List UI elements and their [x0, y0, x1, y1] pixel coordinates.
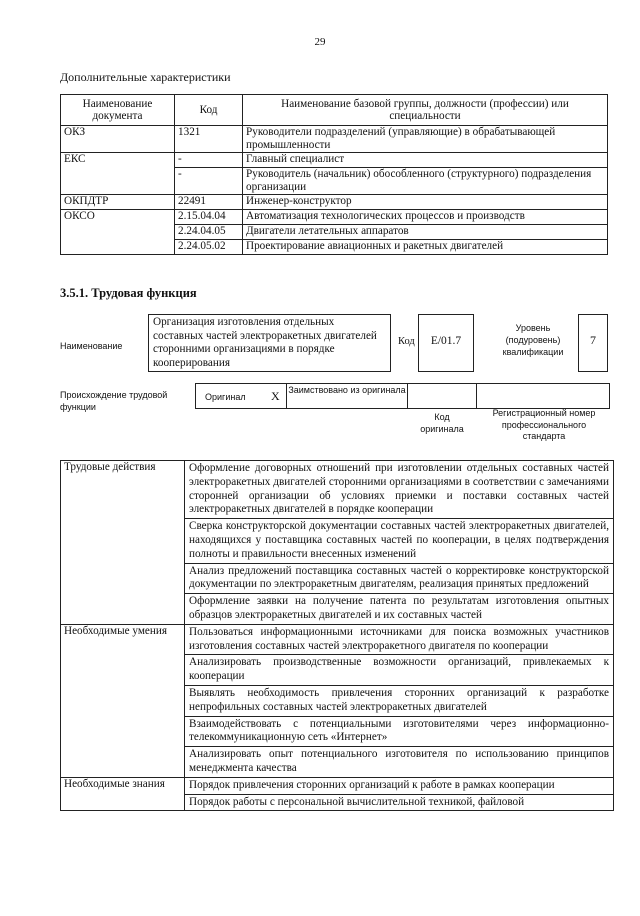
list-item: Пользоваться информационными источниками для поиска возможных участников изготовления составных частей электроракетного двигателя по кооперации [185, 624, 614, 655]
code-label: Код [398, 336, 415, 347]
origin-label: Происхождение трудовой функции [60, 390, 168, 412]
labor-function-table [60, 460, 614, 811]
code-cell: 2.24.05.02 [175, 240, 243, 255]
list-item: Анализировать производственные возможности организаций, привлекаемых к кооперации [185, 655, 614, 686]
borrowed-cell [286, 383, 408, 409]
list-item: Анализировать опыт потенциального изготовителя по использованию принципов менеджмента качества [185, 747, 614, 778]
code-cell: 22491 [175, 195, 243, 210]
table-row [61, 153, 608, 168]
code-cell: 2.15.04.04 [175, 210, 243, 225]
doc-cell: ОКЗ [61, 126, 175, 153]
table-row [61, 624, 614, 655]
original-code-label: Код оригинала [420, 412, 464, 434]
actions-label: Трудовые действия [61, 461, 185, 625]
skills-label: Необходимые умения [61, 624, 185, 777]
additional-characteristics-caption: Дополнительные характеристики [60, 70, 231, 84]
original-cell [195, 383, 287, 409]
knowledge-label: Необходимые знания [61, 777, 185, 811]
table-row [61, 126, 608, 153]
table-row [61, 777, 614, 794]
original-label: Оригинал [205, 392, 246, 402]
additional-characteristics-table [60, 94, 608, 255]
table-row [61, 461, 614, 519]
column-header: Наименование базовой группы, должности (профессии) или специальности [243, 95, 608, 126]
column-header: Код [175, 95, 243, 126]
reg-number-label: Регистрационный номер профессионального стандарта [492, 408, 596, 441]
table-row [61, 210, 608, 225]
name-cell: Автоматизация технологических процессов и производств [243, 210, 608, 225]
borrowed-label: Заимствовано из оригинала [288, 385, 406, 395]
name-cell: Руководители подразделений (управляющие) в обрабатывающей промышленности [243, 126, 608, 153]
qualification-level-box: 7 [578, 314, 608, 372]
section-title: 3.5.1. Трудовая функция [60, 286, 197, 300]
name-cell: Проектирование авиационных и ракетных двигателей [243, 240, 608, 255]
doc-cell: ОКПДТР [61, 195, 175, 210]
function-code-box: Е/01.7 [418, 314, 474, 372]
code-cell: - [175, 153, 243, 168]
original-code-cell [407, 383, 477, 409]
original-mark: Х [271, 389, 280, 403]
qualification-level-label: Уровень (подуровень) квалификации [502, 323, 564, 357]
table-header-row [61, 95, 608, 126]
name-cell: Главный специалист [243, 153, 608, 168]
column-header: Наименование документа [61, 95, 175, 126]
table-row [61, 195, 608, 210]
list-item: Взаимодействовать с потенциальными изготовителями через информационно-телекоммуникационную сеть «Интернет» [185, 716, 614, 747]
page-number: 29 [314, 36, 326, 48]
reg-number-cell [476, 383, 610, 409]
code-cell: 2.24.04.05 [175, 225, 243, 240]
list-item: Порядок привлечения сторонних организаций к работе в рамках кооперации [185, 777, 614, 794]
name-cell: Инженер-конструктор [243, 195, 608, 210]
name-cell: Двигатели летательных аппаратов [243, 225, 608, 240]
code-cell: 1321 [175, 126, 243, 153]
list-item: Выявлять необходимость привлечения сторонних организаций к разработке непрофильных составных частей электроракетных двигателей [185, 685, 614, 716]
list-item: Порядок работы с персональной вычислительной техникой, файловой [185, 794, 614, 811]
name-label: Наименование [60, 341, 123, 351]
doc-cell: ОКСО [61, 210, 175, 255]
code-cell: - [175, 168, 243, 195]
list-item: Анализ предложений поставщика составных частей о корректировке конструкторской документации по электроракетным двигателям, реализация принятых предложений [185, 563, 614, 594]
doc-cell: ЕКС [61, 153, 175, 195]
name-cell: Руководитель (начальник) обособленного (структурного) подразделения организации [243, 168, 608, 195]
list-item: Оформление договорных отношений при изготовлении отдельных составных частей электроракетных двигателей сторонними организациями в соответствии с замечаниями сторонней организации об условиях приемки и поставки составных частей электроракетных двигателей в порядке кооперации [185, 461, 614, 519]
function-name-box: Организация изготовления отдельных составных частей электроракетных двигателей сторонними организациями в порядке кооперирования [148, 314, 391, 372]
list-item: Оформление заявки на получение патента по результатам изготовления опытных образцов электроракетных двигателей и их составных частей [185, 594, 614, 625]
list-item: Сверка конструкторской документации составных частей электроракетных двигателей, находящихся у поставщика составных частей по кооперации, в целях подтверждения полноты и правильности внесенных изменений [185, 519, 614, 563]
